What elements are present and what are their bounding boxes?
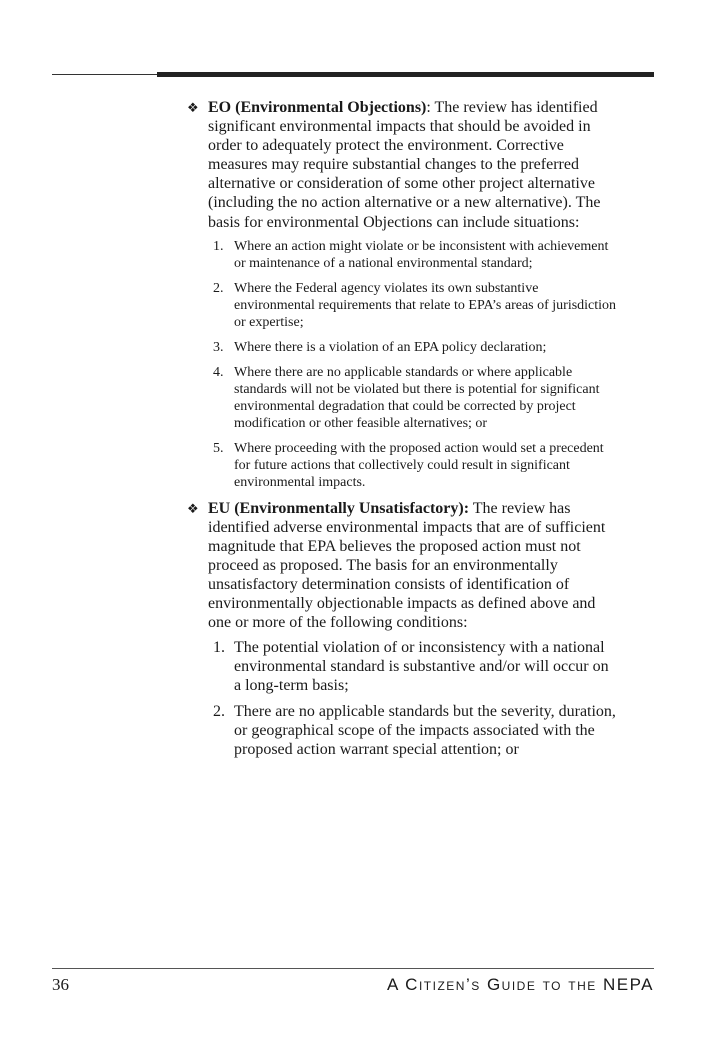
list-item-number: 2. [213,703,225,721]
list-item [187,339,617,356]
list-item-number: 1. [213,238,224,254]
header-rule-thick [157,72,654,77]
list-item [187,238,617,272]
eu-text: The review has identified adverse environmental impacts that are of sufficient magnitude that EPA believes the proposed action must not proceed as proposed. The basis for an environmentally unsatisfactory determination consists of identification of environmentally objectionable impacts as defined above and one or more of the following conditions: [208,499,606,632]
list-item-text: There are no applicable standards but the severity, duration, or geographical scope of the impacts associated with the proposed action warrant special attention; or [234,703,616,759]
eo-bullet [187,98,617,232]
list-item-text: Where there is a violation of an EPA policy declaration; [234,339,547,355]
eu-bullet [187,499,617,633]
footer-rule [52,968,654,969]
list-item-text: Where an action might violate or be inconsistent with achievement or maintenance of a national environmental standard; [234,238,609,271]
list-item [187,364,617,432]
list-item-number: 3. [213,339,224,355]
list-item [187,702,617,759]
eo-term: EO (Environmental Objections) [208,99,427,116]
running-title: A Citizen’s Guide to the NEPA [387,975,654,994]
list-item-number: 2. [213,280,224,296]
eu-list [187,638,617,759]
eu-term: EU (Environmentally Unsatisfactory): [208,499,470,517]
list-item-number: 1. [213,639,225,657]
diamond-bullet-icon: ❖ [187,100,199,115]
header-rule-thin [52,74,157,75]
list-item-text: The potential violation of or inconsistency with a national environmental standard is substantive and/or will occur on a long-term basis; [234,639,609,695]
list-item [187,280,617,331]
eo-list [187,238,617,491]
page-number: 36 [52,975,69,994]
diamond-bullet-icon: ❖ [187,500,199,516]
list-item-number: 4. [213,364,224,380]
list-item-text: Where proceeding with the proposed action would set a precedent for future actions that collectively could result in significant environmental impacts. [234,440,604,490]
list-item-number: 5. [213,440,224,456]
list-item [187,638,617,695]
eo-text: : The review has identified significant environmental impacts that should be avoided in order to adequately protect the environment. Corrective measures may require substantial changes to the preferred alternative or consideration of some other project alternative (including the no action alternative or a new alternative). The basis for environmental Objections can include situations: [208,99,601,231]
list-item [187,440,617,491]
list-item-text: Where the Federal agency violates its own substantive environmental requirements that relate to EPA’s areas of jurisdiction or expertise; [234,280,617,330]
main-content [187,98,617,766]
list-item-text: Where there are no applicable standards or where applicable standards will not be violated but there is potential for significant environmental degradation that could be corrected by project modification or other feasible alternatives; or [234,364,600,431]
